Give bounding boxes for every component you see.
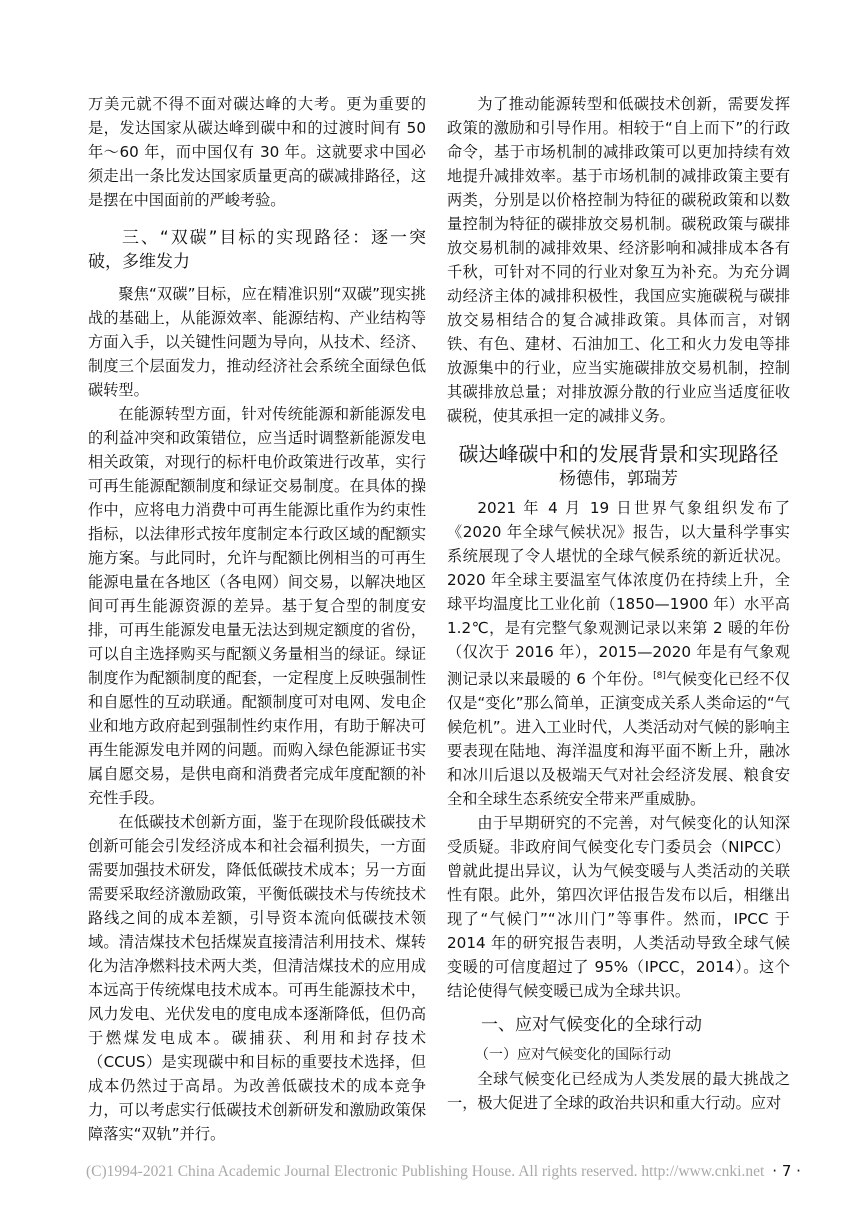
footer-row — [86, 1146, 850, 1181]
paragraph-text: 2021 年 4 月 19 日世界气象组织发布了《2020 年全球气候状况》报告，以大量科学事实系统展现了令人堪忧的全球气候系统的新近状况。2020 年全球主要温室气体浓度仍在持续上升，全球平均温度比工业化前（1850—1900 年）水平高 1.2℃，是有完整气象观测记录以来第 2 暖的年份（仅次于 2016 年），2015—2020 年是有气象观测记录以来最暖的 6 个年份。 — [447, 499, 790, 689]
paragraph — [447, 496, 790, 811]
paragraph: 在能源转型方面，针对传统能源和新能源发电的利益冲突和政策错位，应当适时调整新能源发电相关政策，对现行的标杆电价政策进行改革，实行可再生能源配额制度和绿证交易制度。在具体的操作中，应将电力消费中可再生能源比重作为约束性指标，以法律形式按年度制定本行政区域的配额实施方案。与此同时，允许与配额比例相当的可再生能源电量在各地区（各电网）间交易，以解决地区间可再生能源资源的差异。基于复合型的制度安排，可再生能源发电量无法达到规定额度的省份，可以自主选择购买与配额义务量相当的绿证。绿证制度作为配额制度的配套，一定程度上反映强制性和自愿性的互动联通。配额制度可对电网、发电企业和地方政府起到强制性约束作用，有助于解决可再生能源发电并网的问题。而购入绿色能源证书实属自愿交易，是供电商和消费者完成年度配额的补充性手段。 — [88, 405, 426, 807]
citation-reference[interactable]: [8] — [653, 671, 666, 681]
paragraph: 全球气候变化已经成为人类发展的最大挑战之一，极大促进了全球的政治共识和重大行动。应对 — [447, 1070, 790, 1113]
article-title: 碳达峰碳中和的发展背景和实现路径 — [458, 442, 779, 466]
section-heading: 一、应对气候变化的全球行动 — [481, 1015, 702, 1036]
page-number: · 7 · — [772, 1162, 801, 1180]
copyright-footer: (C)1994-2021 China Academic Journal Electronic Publishing House. All rights reserved. http://www.cnki.net — [86, 1163, 765, 1180]
columns — [0, 92, 850, 1146]
section-heading: 三、“双碳”目标的实现路径：逐一突破，多维发力 — [88, 228, 426, 272]
paragraph: 为了推动能源转型和低碳技术创新，需要发挥政策的激励和引导作用。相较于“自上而下”的行政命令，基于市场机制的减排政策可以更加持续有效地提升减排效率。基于市场机制的减排政策主要有两类，分别是以价格控制为特征的碳税政策和以数量控制为特征的碳排放交易机制。碳税政策与碳排放交易机制的减排效果、经济影响和减排成本各有千秋，可针对不同的行业对象互为补充。为充分调动经济主体的减排积极性，我国应实施碳税与碳排放交易相结合的复合减排政策。具体而言，对钢铁、有色、建材、石油加工、化工和火力发电等排放源集中的行业，应当实施碳排放交易机制，控制其碳排放总量；对排放源分散的行业应当适度征收碳税，使其承担一定的减排义务。 — [447, 95, 790, 425]
paragraph-text: 气候变化已经不仅仅是“变化”那么简单，正演变成关系人类命运的“气候危机”。进入工业时代，人类活动对气候的影响主要表现在陆地、海洋温度和海平面不断上升，融冰和冰川后退以及极端天气对社会经济发展、粮食安全和全球生态系统安全带来严重威胁。 — [447, 670, 790, 809]
paragraph: 万美元就不得不面对碳达峰的大考。更为重要的是，发达国家从碳达峰到碳中和的过渡时间有 50 年～60 年，而中国仅有 30 年。这就要求中国必须走出一条比发达国家质量更高的碳减排路径，这是摆在中国面前的严峻考验。 — [88, 95, 426, 209]
subsection-heading: （一）应对气候变化的国际行动 — [475, 1047, 671, 1064]
article-authors: 杨德伟，郭瑞芳 — [559, 469, 678, 489]
paragraph: 由于早期研究的不完善，对气候变化的认知深受质疑。非政府间气候变化专门委员会（NIPCC）曾就此提出异议，认为气候变暖与人类活动的关联性有限。此外，第四次评估报告发布以后，相继出现了“气候门”“冰川门”等事件。然而，IPCC 于 2014 年的研究报告表明，人类活动导致全球气候变暖的可信度超过了 95%（IPCC，2014）。这个结论使得气候变暖已成为全球共识。 — [447, 814, 790, 1001]
paragraph: 聚焦“双碳”目标，应在精准识别“双碳”现实挑战的基础上，从能源效率、能源结构、产业结构等方面入手，以关键性问题为导向，从技术、经济、制度三个层面发力，推动经济社会系统全面绿色低碳转型。 — [88, 285, 426, 399]
left-column — [88, 92, 426, 1146]
paragraph: 在低碳技术创新方面，鉴于在现阶段低碳技术创新可能会引发经济成本和社会福利损失，一方面需要加强技术研发，降低低碳技术成本；另一方面需要采取经济激励政策，平衡低碳技术与传统技术路线之间的成本差额，引导资本流向低碳技术领域。清洁煤技术包括煤炭直接清洁利用技术、煤转化为洁净燃料技术两大类，但清洁煤技术的应用成本远高于传统煤电技术成本。可再生能源技术中，风力发电、光伏发电的度电成本逐渐降低，但仍高于燃煤发电成本。碳捕获、利用和封存技术（CCUS）是实现碳中和目标的重要技术选择，但成本仍然过于高昂。为改善低碳技术的成本竞争力，可以考虑实行低碳技术创新研发和激励政策保障落实“双轨”并行。 — [88, 813, 426, 1143]
right-column — [447, 92, 790, 1115]
